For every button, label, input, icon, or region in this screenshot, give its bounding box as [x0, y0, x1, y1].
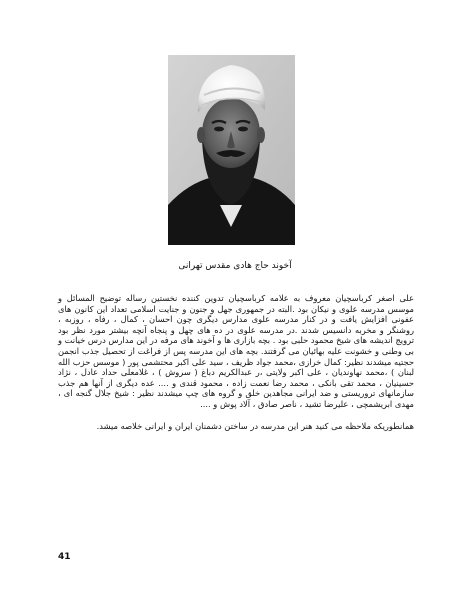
article-body	[58, 293, 414, 431]
photo-caption: آخوند حاج هادی مقدس تهرانی	[178, 261, 292, 271]
paragraph: همانطوریکه ملاحظه می کنید هنر این مدرسه در ساختن دشمنان ایران و ایرانی خلاصه میشد.	[96, 420, 414, 431]
paragraph: علی اصغر کرباسچیان معروف به علامه کرباسچیان تدوین کننده نخستین رساله توضیح المسائل و موسس مدرسه علوی و نیکان بود .البته در جمهوری جهل و جنون و جنایت اسلامی تعداد این کانون های عفونی افزایش یافت و در کنار مدرسه علوی مدارس دیگری چون احسان ، کمال ، رفاه ، روزبه ، روشنگر و مخربه دانسیس شدند .در مدرسه علوی در ده های چهل و پنجاه آنچه بیشتر مورد نظر بود ترویج اندیشه های شیخ محمود حلبی بود . بچه بازاری ها و آخوند های مرفه در این مدارس درس خیانت و بی وطنی و خشونت علیه بهائیان می گرفتند. بچه های این مدرسه پس از فراغت از تحصیل جذب انجمن حجتیه میشدند نظیر: کمال خرازی ،محمد جواد ظریف ، سید علی اکبر محتشمی پور ( موسس حزب الله لبنان ) ،محمد نهاوندیان ، علی اکبر ولایتی ،ر عبدالکریم دباغ ( سروش ) ، غلامعلی حداد عادل ، نژاد حسینیان ، محمد تقی بانکی ، محمد رضا نعمت زاده ، محمود قندی و .... عده دیگری از آنها هم جذب سازمانهای تروریستی و ضد ایرانی مجاهدین خلق و گروه های چپ میشدند نظیر : شیخ جلال گنجه ای ، مهدی ابریشمچی ، علیرضا تشید ، ناصر صادق ، آلاد پوش و ....	[58, 293, 414, 409]
portrait-image	[168, 55, 295, 245]
portrait-photo	[168, 55, 295, 245]
page-number: 41	[58, 552, 71, 562]
